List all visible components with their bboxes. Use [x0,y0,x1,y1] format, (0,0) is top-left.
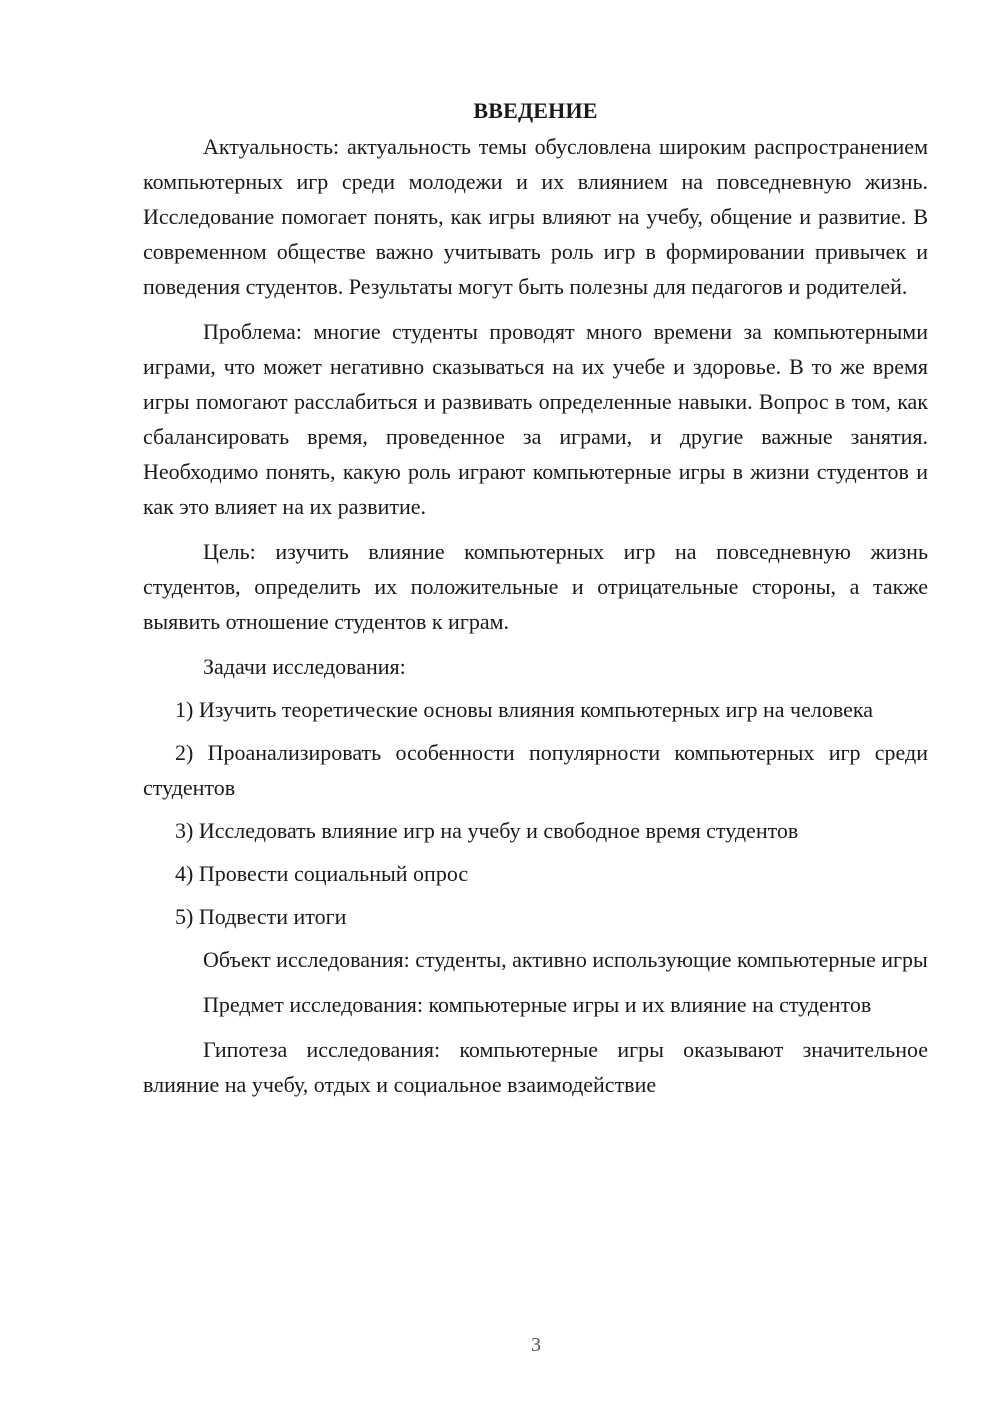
document-page [143,96,928,1112]
page-number: 3 [531,1334,541,1356]
list-item: 3) Исследовать влияние игр на учебу и свободное время студентов [175,818,799,843]
paragraph-problem: Проблема: многие студенты проводят много времени за компьютерными играми, что может негативно сказываться на их учебе и здоровье. В то же время игры помогают расслабиться и развивать определенные навыки. Вопрос в том, как сбалансировать время, проведенное за играми, и другие важные занятия. Необходимо понять, какую роль играют компьютерные игры в жизни студентов и как это влияет на их развитие. [143,319,928,519]
paragraph-relevance: Актуальность: актуальность темы обусловлена широким распространением компьютерных игр среди молодежи и их влиянием на повседневную жизнь. Исследование помогает понять, как игры влияют на учебу, общение и развитие. В современном обществе важно учитывать роль игр в формировании привычек и поведения студентов. Результаты могут быть полезны для педагогов и родителей. [143,134,928,299]
page-title: ВВЕДЕНИЕ [473,98,598,123]
paragraph-object: Объект исследования: студенты, активно использующие компьютерные игры [203,947,928,972]
list-item: 5) Подвести итоги [175,904,347,929]
paragraph-goal: Цель: изучить влияние компьютерных игр на повседневную жизнь студентов, определить их положительные и отрицательные стороны, а также выявить отношение студентов к играм. [143,539,928,634]
tasks-heading: Задачи исследования: [203,654,406,679]
paragraph-hypothesis: Гипотеза исследования: компьютерные игры оказывают значительное влияние на учебу, отдых и социальное взаимодействие [143,1037,928,1097]
list-item: 2) Проанализировать особенности популярности компьютерных игр среди студентов [143,740,928,800]
list-item: 1) Изучить теоретические основы влияния компьютерных игр на человека [175,697,873,722]
list-item: 4) Провести социальный опрос [175,861,469,886]
paragraph-subject: Предмет исследования: компьютерные игры и их влияние на студентов [203,992,872,1017]
